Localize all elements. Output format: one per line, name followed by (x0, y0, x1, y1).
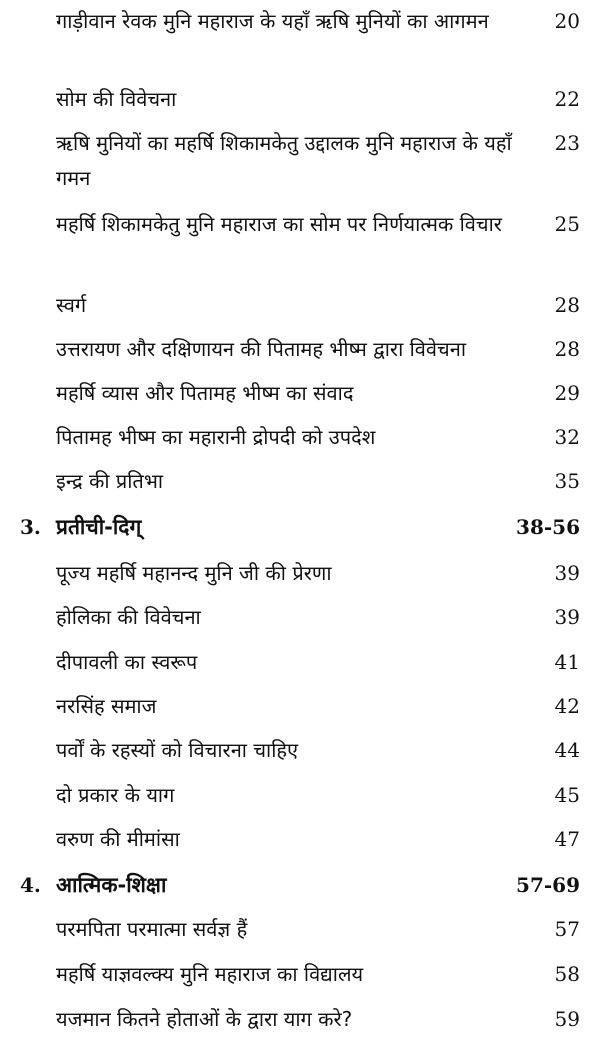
toc-entry-title: महर्षि याज्ञवल्क्य मुनि महाराज का विद्यालय (56, 962, 364, 986)
toc-entry-title: वरुण की मीमांसा (56, 827, 180, 851)
toc-entry-page: 32 (554, 425, 580, 449)
chapter-number: 4. (20, 873, 41, 897)
chapter-number: 3. (20, 515, 41, 539)
toc-entry (0, 4, 600, 74)
toc-entry-page: 45 (554, 783, 580, 807)
toc-entry-page: 47 (554, 827, 580, 851)
toc-entry-page: 58 (554, 962, 580, 986)
toc-entry-title: ऋषि मुनियों का महर्षि शिकामकेतु उद्दालक मुनि महाराज के यहाँ गमन (56, 131, 512, 190)
toc-entry-page: 28 (554, 337, 580, 361)
toc-entry-page: 44 (554, 738, 580, 762)
toc-entry-title: इन्द्र की प्रतिभा (56, 469, 164, 493)
toc-entry-page: 23 (554, 131, 580, 155)
toc-entry-title: दीपावली का स्वरूप (56, 650, 198, 674)
toc-entry-page: 42 (554, 694, 580, 718)
toc-entry-page: 22 (554, 87, 580, 111)
toc-entry-title: नरसिंह समाज (56, 694, 157, 718)
toc-entry (0, 126, 600, 196)
toc-entry-title: दो प्रकार के याग (56, 783, 175, 807)
toc-entry-page: 35 (554, 469, 580, 493)
toc-entry-page: 25 (554, 212, 580, 236)
toc-entry-title: पूज्य महर्षि महानन्द मुनि जी की प्रेरणा (56, 561, 332, 585)
toc-entry-page: 41 (554, 650, 580, 674)
toc-entry-title: स्वर्ग (56, 293, 87, 317)
toc-entry-page: 28 (554, 293, 580, 317)
toc-entry-title: होलिका की विवेचना (56, 605, 201, 629)
toc-entry-page: 39 (554, 561, 580, 585)
chapter-page-range: 38-56 (516, 515, 580, 539)
toc-entry (0, 207, 600, 277)
toc-entry-title: महर्षि व्यास और पितामह भीष्म का संवाद (56, 381, 354, 405)
toc-entry-title: यजमान कितने होताओं के द्वारा याग करे? (56, 1007, 353, 1031)
toc-entry-title: महर्षि शिकामकेतु मुनि महाराज का सोम पर निर्णयात्मक विचार (56, 212, 502, 236)
toc-entry-page: 20 (554, 9, 580, 33)
toc-entry-page: 57 (554, 917, 580, 941)
toc-entry-page: 29 (554, 381, 580, 405)
chapter-title: आत्मिक-शिक्षा (56, 873, 167, 897)
chapter-title: प्रतीची-दिग् (56, 515, 142, 539)
chapter-page-range: 57-69 (516, 873, 580, 897)
toc-entry-title: परमपिता परमात्मा सर्वज्ञ हैं (56, 917, 248, 941)
toc-entry-title: पितामह भीष्म का महारानी द्रोपदी को उपदेश (56, 425, 376, 449)
toc-entry-title: उत्तरायण और दक्षिणायन की पितामह भीष्म द्वारा विवेचना (56, 337, 467, 361)
toc-entry-title: सोम की विवेचना (56, 87, 177, 111)
toc-entry-page: 59 (554, 1007, 580, 1031)
toc-entry-title: गाड़ीवान रेवक मुनि महाराज के यहाँ ऋषि मुनियों का आगमन (56, 9, 489, 33)
toc-entry-page: 39 (554, 605, 580, 629)
toc-entry-title: पर्वों के रहस्यों को विचारना चाहिए (56, 738, 299, 762)
